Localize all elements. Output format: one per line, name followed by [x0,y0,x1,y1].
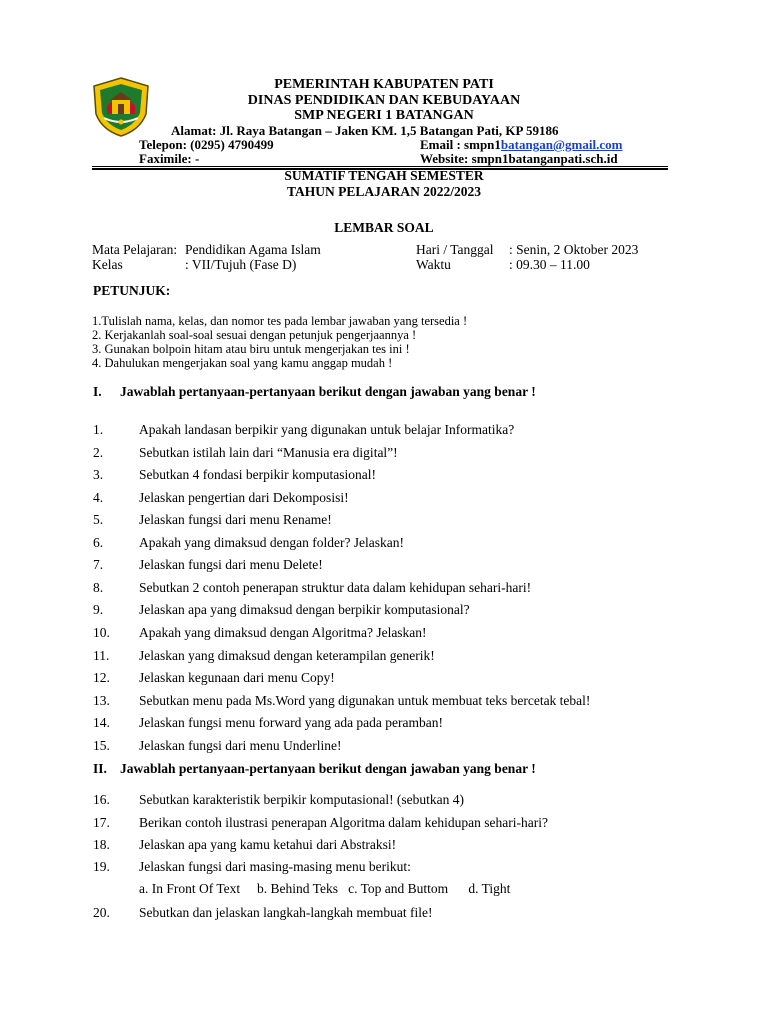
petunjuk-item: 1.Tulislah nama, kelas, dan nomor tes pada lembar jawaban yang tersedia ! [92,314,468,328]
header-divider [92,166,668,167]
question-19-options: a. In Front Of Text b. Behind Teks c. Top and Buttom d. Tight [139,881,511,896]
mapel-label: Mata Pelajaran: [92,242,178,257]
petunjuk-title: PETUNJUK: [93,283,171,298]
question-text: Jelaskan pengertian dari Dekomposisi! [139,490,349,505]
question-text: Jelaskan fungsi dari masing-masing menu berikut: [139,859,411,874]
email-link[interactable]: batangan@gmail.com [500,137,623,152]
question-number: 5. [93,512,104,527]
hari-label: Hari / Tanggal [416,242,494,257]
question-number: 20. [93,905,110,920]
question-text: Jelaskan yang dimaksud dengan keterampilan generik! [139,648,435,663]
question-text: Berikan contoh ilustrasi penerapan Algoritma dalam kehidupan sehari-hari? [139,815,548,830]
question-text: Jelaskan fungsi menu forward yang ada pada peramban! [139,715,444,730]
question-text: Jelaskan fungsi dari menu Underline! [139,738,342,753]
section-title: Jawablah pertanyaan-pertanyaan berikut dengan jawaban yang benar ! [120,761,536,776]
letterhead-website: Website: smpn1batanganpati.sch.id [420,151,618,166]
question-number: 16. [93,792,110,807]
question-number: 13. [93,693,110,708]
sheet-title: LEMBAR SOAL [334,220,434,235]
question-text: Jelaskan fungsi dari menu Delete! [139,557,323,572]
exam-year: TAHUN PELAJARAN 2022/2023 [286,184,481,199]
letterhead-faximile: Faximile: - [139,151,200,166]
question-number: 19. [93,859,110,874]
question-text: Jelaskan kegunaan dari menu Copy! [139,670,335,685]
question-number: 18. [93,837,110,852]
question-text: Sebutkan karakteristik berpikir komputasional! (sebutkan 4) [139,792,465,807]
section-numeral: II. [93,761,107,776]
question-text: Jelaskan apa yang dimaksud dengan berpikir komputasional? [139,602,470,617]
question-text: Sebutkan 2 contoh penerapan struktur data dalam kehidupan sehari-hari! [139,580,532,595]
petunjuk-item: 4. Dahulukan mengerjakan soal yang kamu anggap mudah ! [92,356,393,370]
question-number: 6. [93,535,104,550]
question-number: 4. [93,490,104,505]
question-text: Jelaskan fungsi dari menu Rename! [139,512,332,527]
question-number: 1. [93,422,104,437]
hari-value: : Senin, 2 Oktober 2023 [509,242,639,257]
question-number: 15. [93,738,110,753]
question-text: Sebutkan dan jelaskan langkah-langkah membuat file! [139,905,433,920]
email-label: Email : smpn1 [420,137,501,152]
letterhead-address: Alamat: Jl. Raya Batangan – Jaken KM. 1,5 Batangan Pati, KP 59186 [171,123,559,138]
question-number: 12. [93,670,110,685]
letterhead-government: PEMERINTAH KABUPATEN PATI [274,77,494,92]
question-text: Apakah yang dimaksud dengan folder? Jelaskan! [139,535,405,550]
exam-title: SUMATIF TENGAH SEMESTER [284,168,484,183]
question-text: Sebutkan 4 fondasi berpikir komputasional! [139,467,376,482]
question-text: Apakah landasan berpikir yang digunakan untuk belajar Informatika? [139,422,515,437]
petunjuk-item: 3. Gunakan bolpoin hitam atau biru untuk mengerjakan tes ini ! [92,342,410,356]
letterhead-telepon: Telepon: (0295) 4790499 [139,137,274,152]
question-number: 10. [93,625,110,640]
waktu-label: Waktu [416,257,451,272]
kelas-value: : VII/Tujuh (Fase D) [185,257,297,272]
letterhead-school: SMP NEGERI 1 BATANGAN [294,108,474,123]
question-text: Apakah yang dimaksud dengan Algoritma? Jelaskan! [139,625,427,640]
petunjuk-item: 2. Kerjakanlah soal-soal sesuai dengan petunjuk pengerjaannya ! [92,328,417,342]
section-2-heading [93,761,536,777]
question-text: Jelaskan apa yang kamu ketahui dari Abstraksi! [139,837,397,852]
question-number: 14. [93,715,110,730]
letterhead-email [420,137,622,152]
section-title: Jawablah pertanyaan-pertanyaan berikut dengan jawaban yang benar ! [120,384,536,399]
kelas-label: Kelas [92,257,123,272]
question-number: 7. [93,557,104,572]
letterhead-department: DINAS PENDIDIKAN DAN KEBUDAYAAN [247,93,521,108]
section-1-heading [93,384,536,400]
waktu-value: : 09.30 – 11.00 [509,257,590,272]
question-number: 3. [93,467,104,482]
question-number: 2. [93,445,104,460]
question-number: 11. [93,648,110,663]
question-number: 8. [93,580,104,595]
question-text: Sebutkan istilah lain dari “Manusia era digital”! [139,445,398,460]
mapel-value: Pendidikan Agama Islam [185,242,321,257]
question-number: 17. [93,815,110,830]
question-number: 9. [93,602,104,617]
section-numeral: I. [93,384,102,399]
question-text: Sebutkan menu pada Ms.Word yang digunakan untuk membuat teks bercetak tebal! [139,693,591,708]
